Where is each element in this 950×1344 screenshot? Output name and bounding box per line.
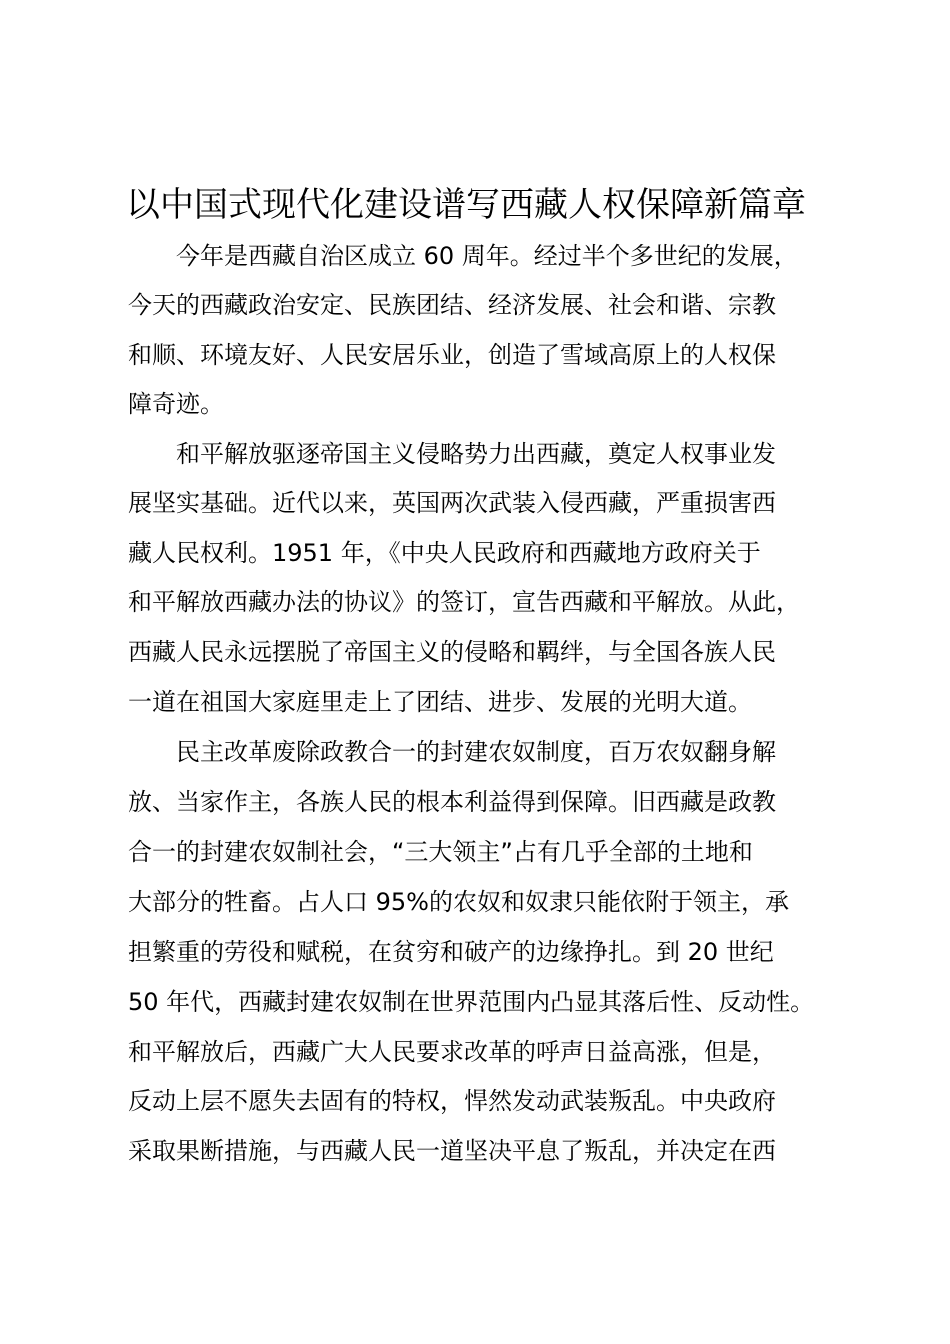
paragraph-1-line-4: 障奇迹。 bbox=[128, 390, 224, 418]
paragraph-3-line-9: 采取果断措施，与西藏人民一道坚决平息了叛乱，并决定在西 bbox=[128, 1137, 776, 1165]
paragraph-1-line-3: 和顺、环境友好、人民安居乐业，创造了雪域高原上的人权保 bbox=[128, 341, 776, 369]
paragraph-2-line-4: 和平解放西藏办法的协议》的签订，宣告西藏和平解放。从此， bbox=[128, 588, 800, 616]
paragraph-3-line-3: 合一的封建农奴制社会，“三大领主”占有几乎全部的土地和 bbox=[128, 838, 753, 866]
paragraph-2-line-3: 藏人民权利。1951 年，《中央人民政府和西藏地方政府关于 bbox=[128, 539, 761, 567]
paragraph-3-line-7: 和平解放后，西藏广大人民要求改革的呼声日益高涨，但是， bbox=[128, 1038, 776, 1066]
paragraph-3-line-4: 大部分的牲畜。占人口 95%的农奴和奴隶只能依附于领主，承 bbox=[128, 888, 789, 916]
paragraph-1-line-1: 今年是西藏自治区成立 60 周年。经过半个多世纪的发展， bbox=[176, 242, 798, 270]
paragraph-1-line-2: 今天的西藏政治安定、民族团结、经济发展、社会和谐、宗教 bbox=[128, 291, 776, 319]
paragraph-3-line-8: 反动上层不愿失去固有的特权，悍然发动武装叛乱。中央政府 bbox=[128, 1087, 776, 1115]
paragraph-2-line-2: 展坚实基础。近代以来，英国两次武装入侵西藏，严重损害西 bbox=[128, 489, 776, 517]
paragraph-3-line-6: 50 年代，西藏封建农奴制在世界范围内凸显其落后性、反动性。 bbox=[128, 988, 815, 1016]
paragraph-3-line-1: 民主改革废除政教合一的封建农奴制度，百万农奴翻身解 bbox=[176, 738, 776, 766]
paragraph-2-line-1: 和平解放驱逐帝国主义侵略势力出西藏，奠定人权事业发 bbox=[176, 440, 776, 468]
paragraph-2-line-5: 西藏人民永远摆脱了帝国主义的侵略和羁绊，与全国各族人民 bbox=[128, 638, 776, 666]
document-title: 以中国式现代化建设谱写西藏人权保障新篇章 bbox=[126, 185, 806, 225]
paragraph-2-line-6: 一道在祖国大家庭里走上了团结、进步、发展的光明大道。 bbox=[128, 688, 752, 716]
paragraph-3-line-2: 放、当家作主，各族人民的根本利益得到保障。旧西藏是政教 bbox=[128, 788, 776, 816]
paragraph-3-line-5: 担繁重的劳役和赋税，在贫穷和破产的边缘挣扎。到 20 世纪 bbox=[128, 938, 774, 966]
